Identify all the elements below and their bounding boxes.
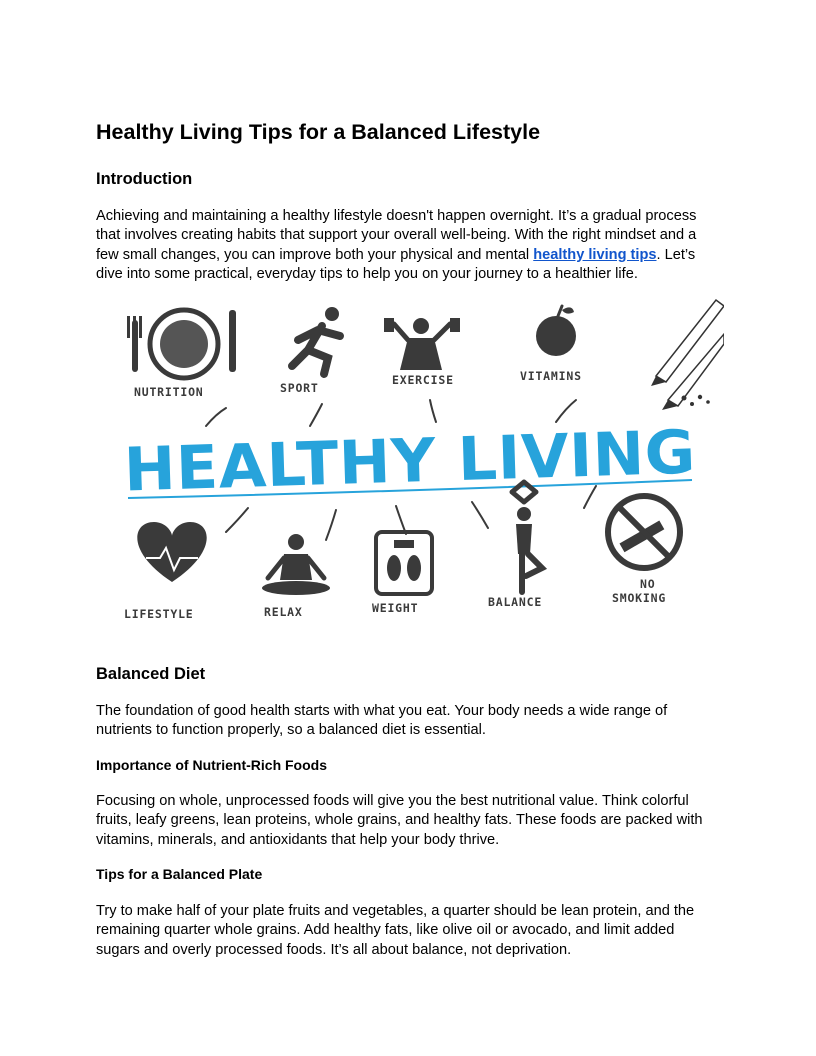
infographic-svg: [96, 296, 724, 626]
scale-icon: [376, 532, 432, 594]
exercise-icon: [384, 318, 460, 370]
label-nutrition: NUTRITION: [134, 385, 204, 399]
diet-paragraph: The foundation of good health starts with what you eat. Your body needs a wide range of nutrients to function properly, so a balanced diet is essential.: [96, 703, 668, 739]
balanced-plate-paragraph: Try to make half of your plate fruits and vegetables, a quarter should be lean protein, and the remaining quarter whole grains. Add healthy fats, like olive oil or avocado, and limit added sugars and overly processed foods. It’s all about balance, not deprivation.: [96, 903, 695, 958]
headline-healthy-living: HEALTHY LIVING: [122, 418, 683, 506]
pencil-icon: [651, 300, 724, 410]
intro-paragraph: [96, 207, 720, 284]
label-sport: SPORT: [280, 381, 319, 395]
label-relax: RELAX: [264, 605, 303, 619]
balance-icon: [512, 482, 542, 592]
subheading-balanced-plate: Tips for a Balanced Plate: [96, 866, 263, 882]
label-vitamins: VITAMINS: [520, 369, 582, 383]
heart-icon: [137, 522, 206, 582]
page-title: Healthy Living Tips for a Balanced Lifestyle: [96, 120, 541, 144]
label-no: NO: [640, 577, 656, 591]
nutrient-foods-paragraph: Focusing on whole, unprocessed foods will give you the best nutritional value. Think colorful fruits, leafy greens, lean proteins, whole grains, and healthy fats. These foods are packed with vitamins, minerals, and antioxidants that help your body thrive.: [96, 793, 703, 848]
section-heading-balanced-diet: Balanced Diet: [96, 665, 206, 683]
apple-icon: [536, 306, 576, 356]
label-exercise: EXERCISE: [392, 373, 454, 387]
healthy-living-infographic: [96, 296, 724, 626]
label-smoking: SMOKING: [612, 591, 667, 605]
intro-text-start: Achieving and maintaining a healthy lifestyle doesn't happen overnight. It’s a gradual process that involves creating habits that support your overall well-being. With the right mindset and a few small changes, you can improve both your physical and mental: [96, 208, 697, 263]
label-weight: WEIGHT: [372, 601, 419, 615]
sport-icon: [292, 307, 340, 374]
section-heading-introduction: Introduction: [96, 170, 193, 188]
intro-text-end: . Let’s dive into some practical, everyday tips to help you on your journey to a healthier life.: [96, 246, 696, 282]
subheading-nutrient-rich-foods: Importance of Nutrient-Rich Foods: [96, 757, 327, 773]
no-smoking-icon: [608, 496, 680, 568]
label-lifestyle: LIFESTYLE: [124, 607, 194, 621]
label-balance: BALANCE: [488, 595, 543, 609]
healthy-living-tips-link[interactable]: healthy living tips: [533, 246, 657, 263]
relax-icon: [262, 534, 330, 595]
nutrition-icon: [127, 310, 236, 378]
